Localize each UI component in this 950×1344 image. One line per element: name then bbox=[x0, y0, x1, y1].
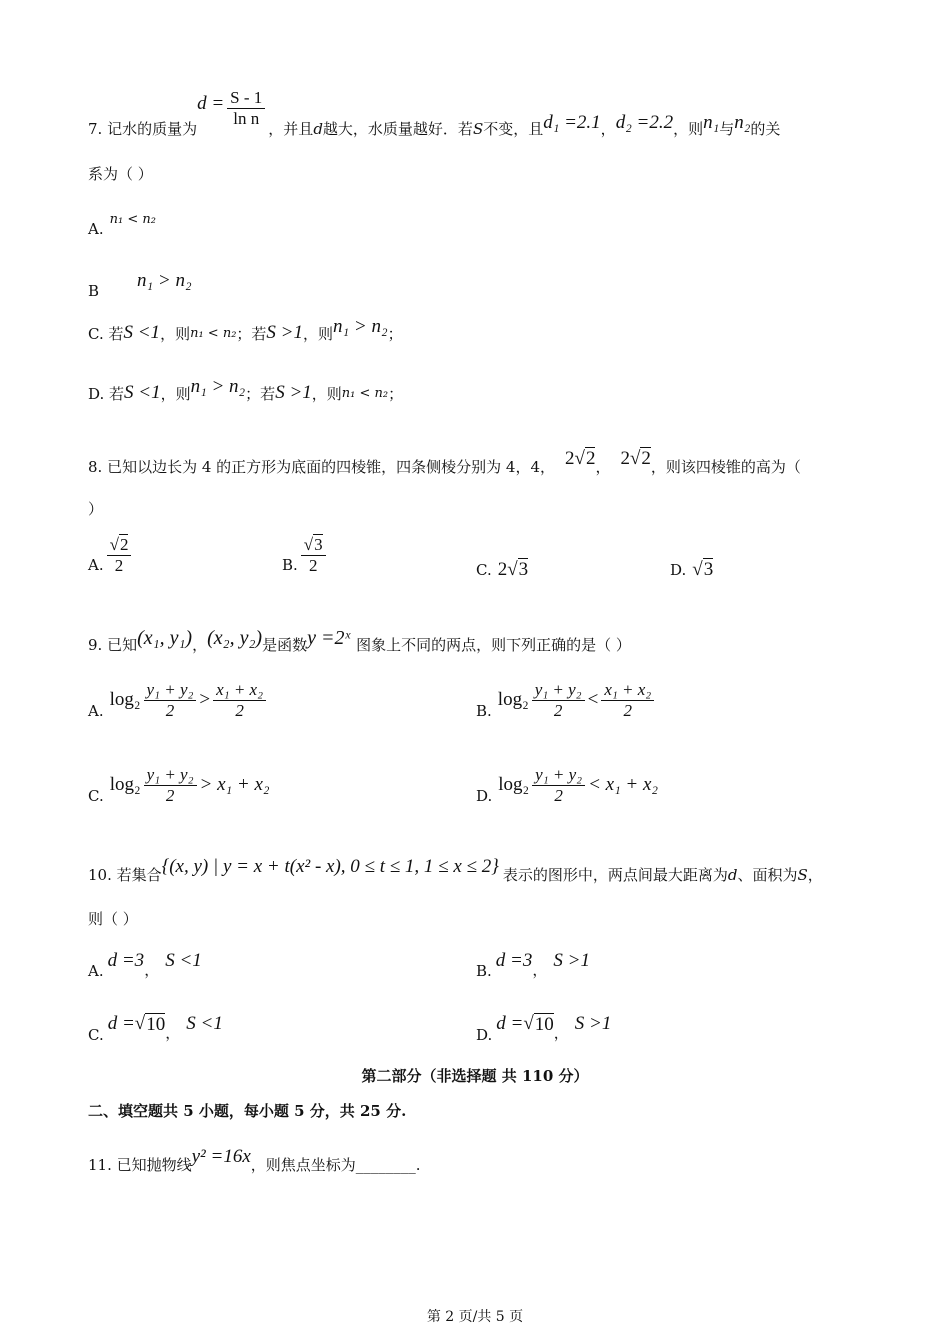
option-text: ； bbox=[387, 324, 403, 343]
sep: ， bbox=[553, 1023, 569, 1042]
q10-text: ， bbox=[807, 866, 823, 884]
option-label: C. bbox=[88, 787, 104, 806]
q7-d2: d₂ =2.2 bbox=[615, 111, 674, 133]
q8-text: ，则该四棱锥的高为（ bbox=[650, 458, 801, 476]
sep: ， bbox=[144, 960, 160, 979]
denominator: 2 bbox=[623, 700, 632, 720]
option-label: B bbox=[88, 282, 100, 300]
q10-option-a[interactable] bbox=[88, 942, 202, 980]
denominator: 2 bbox=[165, 700, 175, 720]
option-text: ，则 bbox=[160, 384, 191, 403]
q7-line2: 系为（ ） bbox=[88, 165, 153, 183]
option-math: S >1 bbox=[553, 950, 590, 971]
q9-point1: (x₁, y₁) bbox=[137, 627, 193, 649]
option-math: S <1 bbox=[165, 950, 202, 971]
option-label: A. bbox=[88, 702, 104, 721]
option-math: S <1 bbox=[124, 382, 161, 403]
option-label: A. bbox=[88, 962, 104, 980]
q9-sep: ， bbox=[192, 636, 208, 654]
q10-line2: 则（ ） bbox=[88, 910, 138, 928]
q7-sep: ， bbox=[600, 120, 616, 138]
q8-option-c[interactable]: C. 2 √ 3 bbox=[476, 558, 529, 580]
sep: ， bbox=[532, 960, 548, 979]
numerator: x₁ + x₂ bbox=[213, 680, 266, 701]
radicand: 10 bbox=[534, 1013, 554, 1035]
question-7-line1 bbox=[88, 78, 780, 139]
q7-text: 的关 bbox=[750, 120, 781, 138]
coef: 2 bbox=[497, 558, 508, 580]
option-label: B. bbox=[476, 702, 492, 721]
page-footer: 第 2 页/共 5 页 bbox=[426, 1309, 524, 1325]
q10-var-s: S bbox=[797, 865, 808, 884]
question-8-line1: 8. 已知以边长为 4 的正方形为底面的四棱锥，四条侧棱分别为 4，4， 2 √ 2 ， 2 √ 2 ，则该四棱锥的高为（ bbox=[88, 447, 801, 476]
q9-text: 是函数 bbox=[262, 636, 308, 654]
option-label: B. bbox=[282, 556, 298, 575]
q9-option-d[interactable] bbox=[476, 765, 658, 805]
option-math: S >1 bbox=[275, 382, 312, 403]
q7-text: 不变，且 bbox=[483, 120, 544, 138]
denominator: 2 bbox=[235, 700, 244, 720]
q7-n1: n₁ bbox=[703, 111, 720, 133]
option-text: ，则 bbox=[311, 384, 342, 403]
option-math: S >1 bbox=[266, 322, 303, 343]
q9-option-b[interactable] bbox=[476, 680, 657, 720]
radicand: 3 bbox=[314, 535, 323, 554]
option-label: A. bbox=[88, 556, 104, 575]
q7-text: ，并且 bbox=[268, 120, 314, 138]
option-fraction: $\frac{√3}{2}$ bbox=[301, 535, 326, 575]
radicand: 10 bbox=[146, 1013, 166, 1035]
radicand: 2 bbox=[119, 535, 129, 554]
q11-equation: y² =16x bbox=[191, 1145, 251, 1167]
numerator: y₁ + y₂ bbox=[144, 680, 197, 701]
q7-option-a[interactable] bbox=[88, 200, 156, 238]
q8-coef: 2 bbox=[565, 447, 575, 469]
option-label: D. bbox=[476, 787, 493, 806]
q7-numerator: S - 1 bbox=[227, 88, 265, 109]
log: log₂ bbox=[109, 774, 141, 796]
q7-option-b[interactable] bbox=[88, 262, 192, 300]
option-label: D. 若 bbox=[88, 384, 125, 403]
q10-set: {(x, y) | y = x + t(x² - x), 0 ≤ t ≤ 1, 1 ≤ x ≤ 2} bbox=[161, 855, 499, 877]
numerator: x₁ + x₂ bbox=[601, 680, 654, 701]
q7-d1: d₁ =2.1 bbox=[543, 111, 601, 133]
option-math: d = bbox=[496, 1013, 524, 1034]
question-11 bbox=[88, 1138, 421, 1175]
sep: ， bbox=[165, 1023, 181, 1042]
q11-text: ，则焦点坐标为________. bbox=[250, 1156, 421, 1174]
q7-text: 越大，水质量越好．若 bbox=[322, 120, 473, 138]
q11-text: 11. 已知抛物线 bbox=[88, 1156, 192, 1174]
q9-text: 9. 已知 bbox=[88, 636, 138, 654]
q7-text: 与 bbox=[719, 120, 735, 138]
q9-function: y =2ˣ bbox=[307, 627, 351, 649]
rhs: > x₁ + x₂ bbox=[199, 774, 270, 796]
q8-radicand: 2 bbox=[641, 448, 651, 469]
option-text: ，则 bbox=[160, 324, 191, 343]
q8-option-b[interactable] bbox=[282, 535, 329, 575]
log: log₂ bbox=[497, 689, 529, 711]
q8-radicand: 2 bbox=[585, 448, 596, 469]
q10-var-d: d bbox=[727, 865, 738, 884]
denominator: 2 bbox=[165, 785, 175, 805]
numerator: y₁ + y₂ bbox=[144, 765, 197, 786]
numerator: y₁ + y₂ bbox=[532, 680, 585, 701]
denominator: 2 bbox=[553, 700, 563, 720]
q8-option-a[interactable] bbox=[88, 535, 134, 575]
radicand: 3 bbox=[518, 559, 529, 580]
log: log₂ bbox=[498, 774, 530, 796]
numerator: y₁ + y₂ bbox=[532, 765, 585, 786]
section-heading: 二、填空题共 5 小题，每小题 5 分，共 25 分. bbox=[88, 1102, 407, 1120]
option-math: d =3 bbox=[107, 950, 145, 971]
q7-var-d: d bbox=[313, 119, 323, 138]
option-math: d = bbox=[107, 1013, 135, 1034]
option-math: n₁ < n₂ bbox=[109, 211, 156, 227]
denominator: 2 bbox=[308, 555, 318, 575]
q7-formula-lhs: d = bbox=[197, 92, 225, 114]
option-math: S <1 bbox=[186, 1013, 223, 1034]
option-label: D. bbox=[670, 560, 687, 579]
q8-text: 8. 已知以边长为 4 的正方形为底面的四棱锥，四条侧棱分别为 4，4， bbox=[88, 458, 556, 476]
q7-denominator: ln n bbox=[233, 109, 260, 128]
part2-heading: 第二部分（非选择题 共 110 分） bbox=[361, 1067, 589, 1085]
q9-point2: (x₂, y₂) bbox=[207, 627, 263, 649]
q7-var-s: S bbox=[472, 119, 484, 138]
radicand: 3 bbox=[703, 559, 714, 580]
operator: < bbox=[587, 689, 599, 711]
rhs: < x₁ + x₂ bbox=[588, 774, 659, 796]
q8-sep: ， bbox=[595, 458, 611, 476]
q8-coef: 2 bbox=[620, 447, 630, 469]
option-math: n₁ < n₂ bbox=[190, 325, 237, 341]
q9-option-c[interactable] bbox=[88, 765, 270, 805]
q10-text: 、面积为 bbox=[737, 866, 798, 884]
q8-option-d[interactable]: D. √ 3 bbox=[670, 558, 714, 580]
option-label: B. bbox=[476, 962, 492, 980]
option-math: S <1 bbox=[123, 322, 161, 343]
q7-option-c[interactable] bbox=[88, 316, 403, 344]
option-label: A. bbox=[88, 220, 104, 238]
q7-text: ，则 bbox=[673, 120, 704, 138]
question-9-line1 bbox=[88, 622, 631, 655]
denominator: 2 bbox=[114, 555, 124, 575]
q10-option-c[interactable]: C. d = √ 10 ， S <1 bbox=[88, 1013, 223, 1044]
option-math: n₁ > n₂ bbox=[333, 316, 388, 337]
q10-text: 10. 若集合 bbox=[88, 866, 162, 884]
option-text: ；若 bbox=[245, 384, 276, 403]
option-label: D. bbox=[476, 1026, 493, 1044]
q7-prefix: 7. 记水的质量为 bbox=[88, 120, 198, 138]
option-fraction: $\frac{√2}{2}$ bbox=[107, 535, 132, 575]
operator: > bbox=[199, 689, 211, 711]
question-10-line1 bbox=[88, 848, 823, 885]
q9-text: 图象上不同的两点，则下列正确的是（ ） bbox=[356, 636, 631, 654]
q9-option-a[interactable] bbox=[88, 680, 269, 720]
option-text: ； bbox=[388, 384, 404, 403]
q7-fraction bbox=[227, 88, 265, 128]
q7-option-d[interactable] bbox=[88, 376, 404, 404]
option-label: C. 若 bbox=[88, 324, 124, 343]
option-math: n₁ > n₂ bbox=[190, 376, 246, 397]
q10-option-b[interactable] bbox=[476, 942, 590, 980]
q8-line2: ） bbox=[88, 500, 104, 518]
option-math: d =3 bbox=[495, 950, 533, 971]
option-text: ；若 bbox=[236, 324, 267, 343]
denominator: 2 bbox=[554, 785, 563, 805]
q7-n2: n₂ bbox=[734, 111, 751, 133]
q10-text: 表示的图形中，两点间最大距离为 bbox=[502, 866, 728, 884]
option-text: ，则 bbox=[303, 324, 334, 343]
option-math: S >1 bbox=[574, 1013, 612, 1034]
option-label: C. bbox=[88, 1026, 104, 1044]
option-math: n₁ > n₂ bbox=[137, 270, 192, 291]
option-label: C. bbox=[476, 560, 492, 579]
option-math: n₁ < n₂ bbox=[341, 385, 389, 401]
q10-option-d[interactable]: D. d = √ 10 ， S >1 bbox=[476, 1013, 612, 1044]
log: log₂ bbox=[109, 689, 141, 711]
